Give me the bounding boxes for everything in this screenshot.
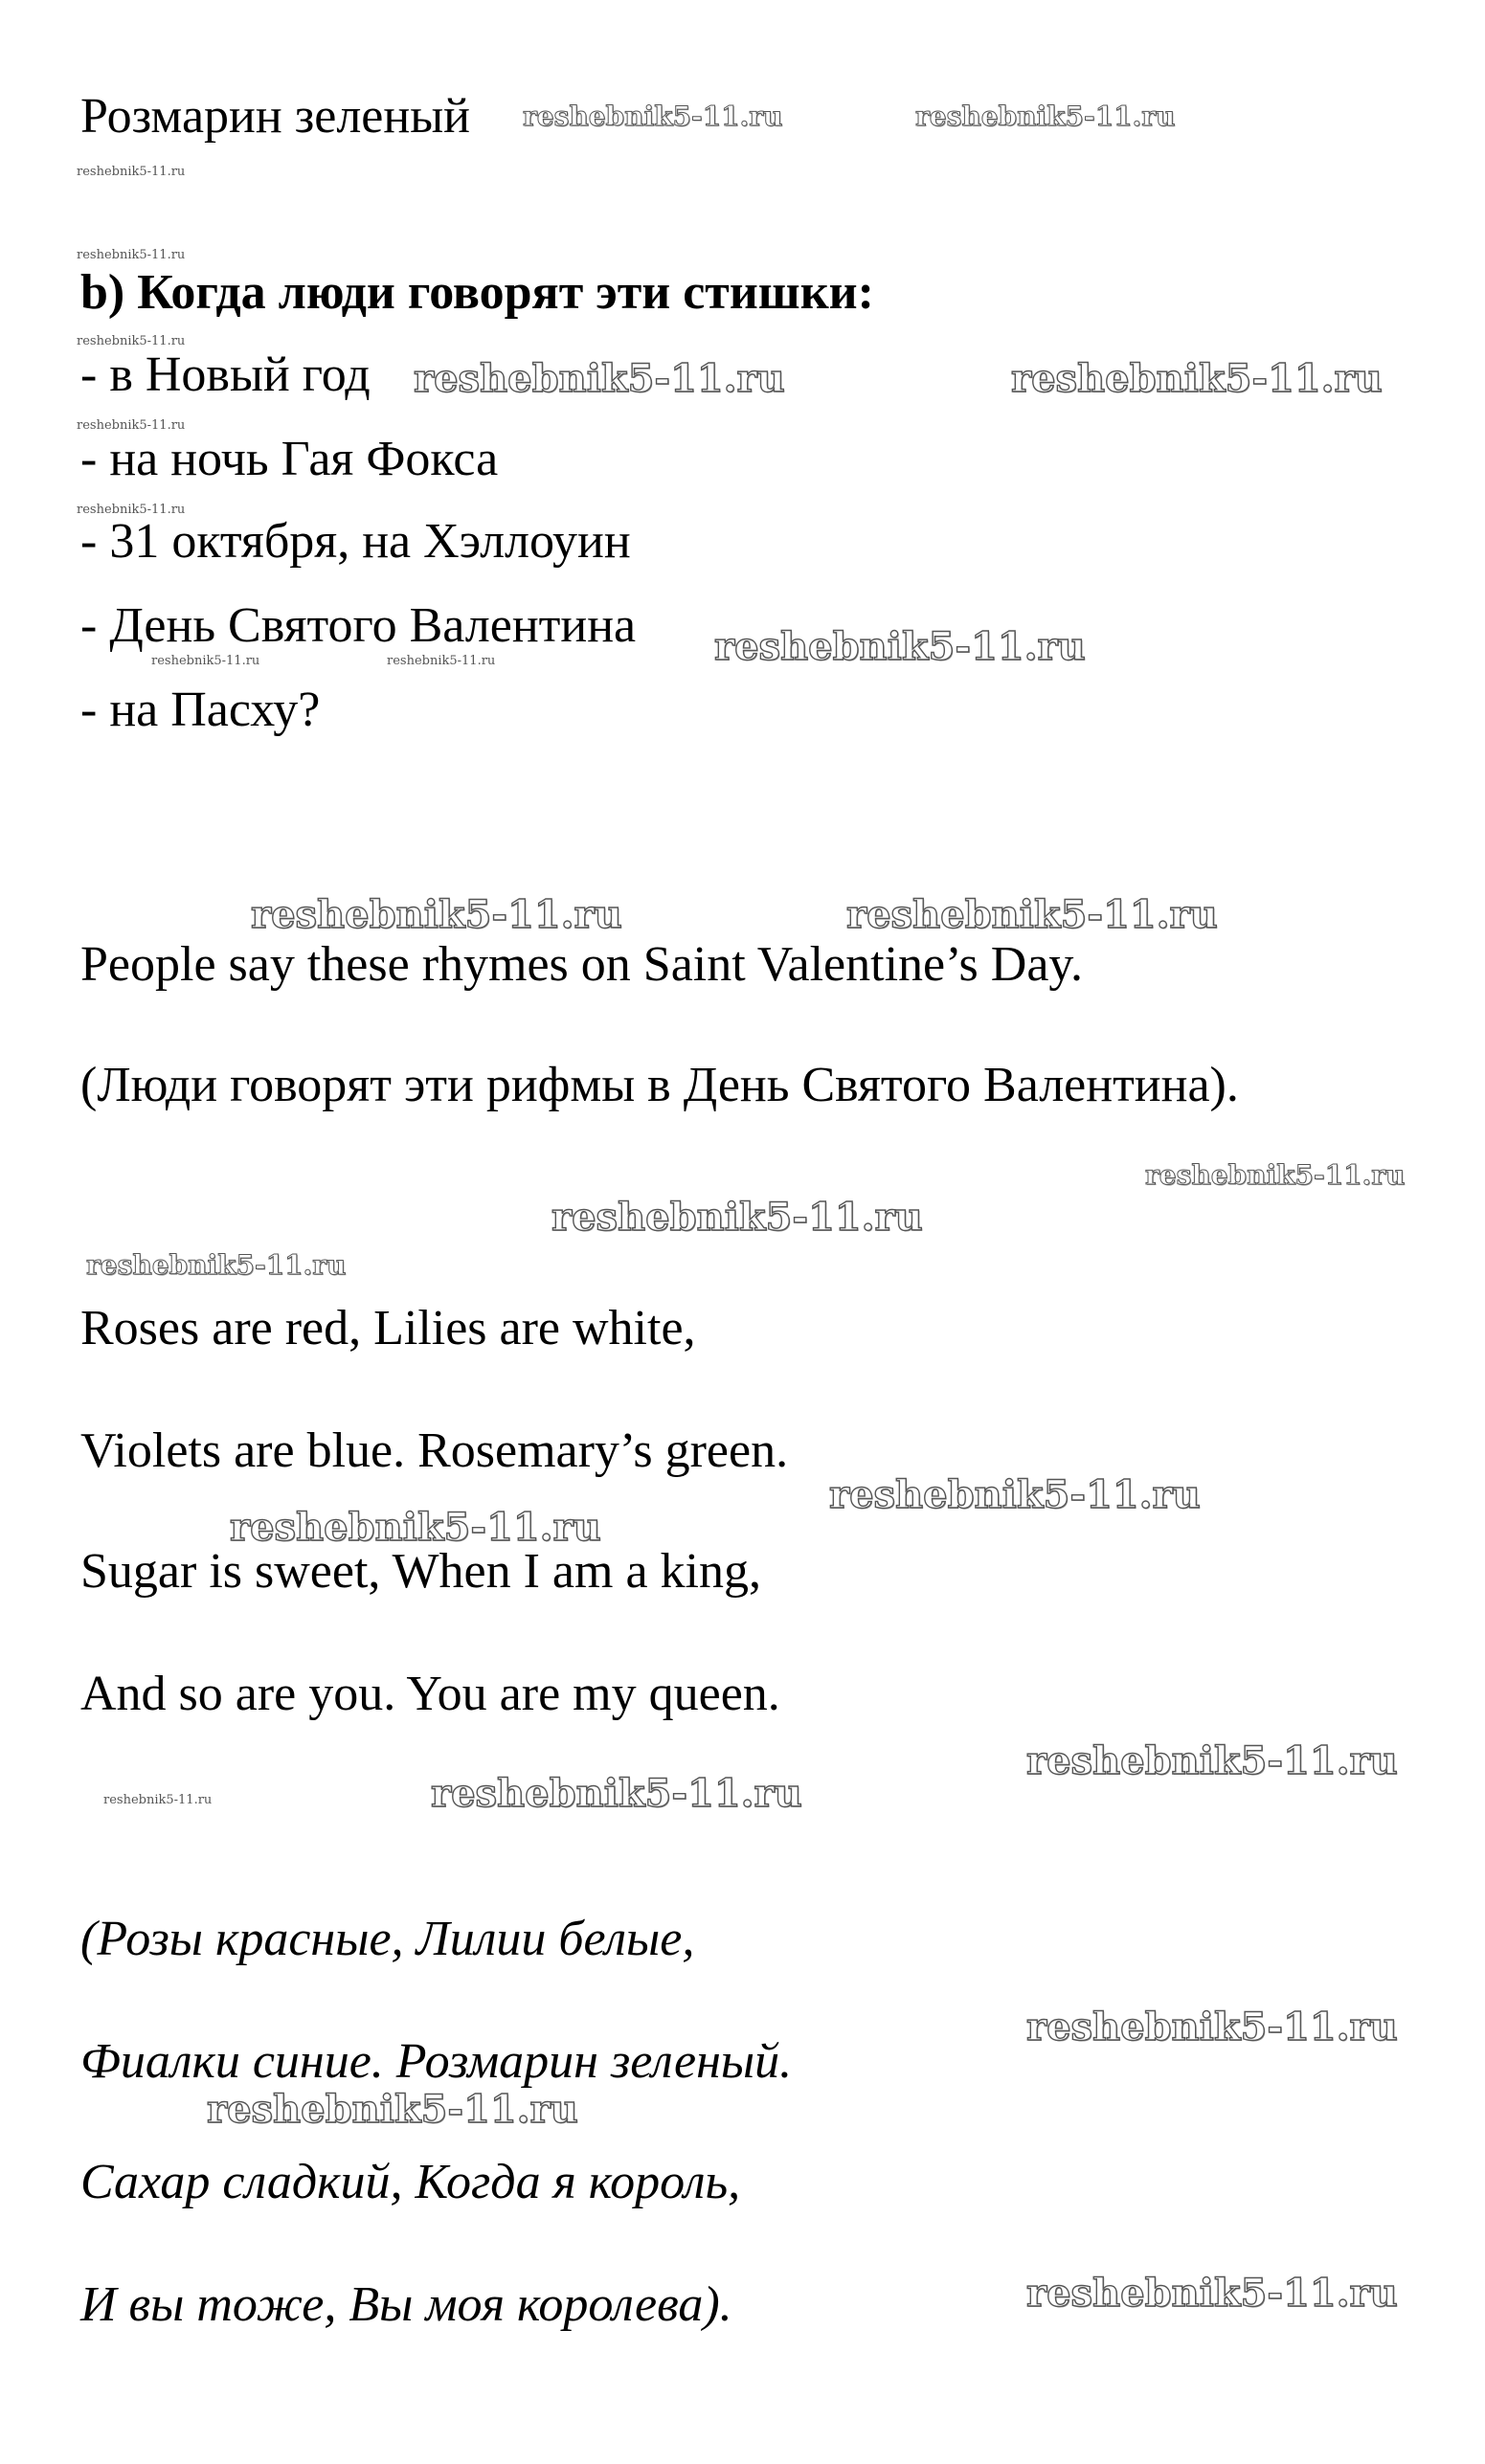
watermark: reshebnik5-11.ru <box>915 101 1176 132</box>
watermark: reshebnik5-11.ru <box>1026 2271 1398 2316</box>
watermark: reshebnik5-11.ru <box>431 1771 802 1816</box>
question-option: - в Новый год <box>80 347 371 402</box>
header-text: Розмарин зеленый <box>80 89 470 144</box>
poem-english-line: And so are you. You are my queen. <box>80 1667 780 1721</box>
watermark: reshebnik5-11.ru <box>1145 1159 1406 1191</box>
watermark: reshebnik5-11.ru <box>1026 1738 1398 1783</box>
watermark: reshebnik5-11.ru <box>829 1472 1201 1517</box>
watermark: reshebnik5-11.ru <box>77 418 186 433</box>
watermark: reshebnik5-11.ru <box>714 624 1086 669</box>
watermark: reshebnik5-11.ru <box>77 334 186 348</box>
question-title: b) Когда люди говорят эти стишки: <box>80 265 874 320</box>
watermark: reshebnik5-11.ru <box>1026 2005 1398 2050</box>
answer-russian: (Люди говорят эти рифмы в День Святого Валентина). <box>80 1058 1239 1112</box>
question-option: - День Святого Валентина <box>80 598 637 653</box>
watermark: reshebnik5-11.ru <box>86 1249 347 1281</box>
watermark: reshebnik5-11.ru <box>251 892 622 937</box>
answer-english: People say these rhymes on Saint Valentine’s Day. <box>80 937 1084 992</box>
poem-english-line: Roses are red, Lilies are white, <box>80 1301 696 1355</box>
poem-russian-line: (Розы красные, Лилии белые, <box>80 1912 695 1966</box>
watermark: reshebnik5-11.ru <box>387 654 496 668</box>
watermark: reshebnik5-11.ru <box>1011 356 1383 401</box>
poem-russian-line: Сахар сладкий, Когда я король, <box>80 2155 741 2209</box>
watermark: reshebnik5-11.ru <box>414 356 785 401</box>
poem-russian-line: Фиалки синие. Розмарин зеленый. <box>80 2034 793 2089</box>
watermark: reshebnik5-11.ru <box>103 1793 213 1807</box>
poem-russian-line: И вы тоже, Вы моя королева). <box>80 2277 732 2332</box>
watermark: reshebnik5-11.ru <box>846 892 1218 937</box>
watermark: reshebnik5-11.ru <box>551 1195 923 1240</box>
watermark: reshebnik5-11.ru <box>230 1505 601 1550</box>
question-option: - 31 октября, на Хэллоуин <box>80 514 631 569</box>
watermark: reshebnik5-11.ru <box>77 248 186 262</box>
watermark: reshebnik5-11.ru <box>77 503 186 517</box>
poem-english-line: Violets are blue. Rosemary’s green. <box>80 1423 789 1478</box>
watermark: reshebnik5-11.ru <box>207 2087 578 2132</box>
poem-english-line: Sugar is sweet, When I am a king, <box>80 1544 761 1599</box>
watermark: reshebnik5-11.ru <box>151 654 260 668</box>
question-option: - на Пасху? <box>80 683 321 737</box>
question-option: - на ночь Гая Фокса <box>80 432 499 486</box>
watermark: reshebnik5-11.ru <box>523 101 783 132</box>
watermark: reshebnik5-11.ru <box>77 165 186 179</box>
